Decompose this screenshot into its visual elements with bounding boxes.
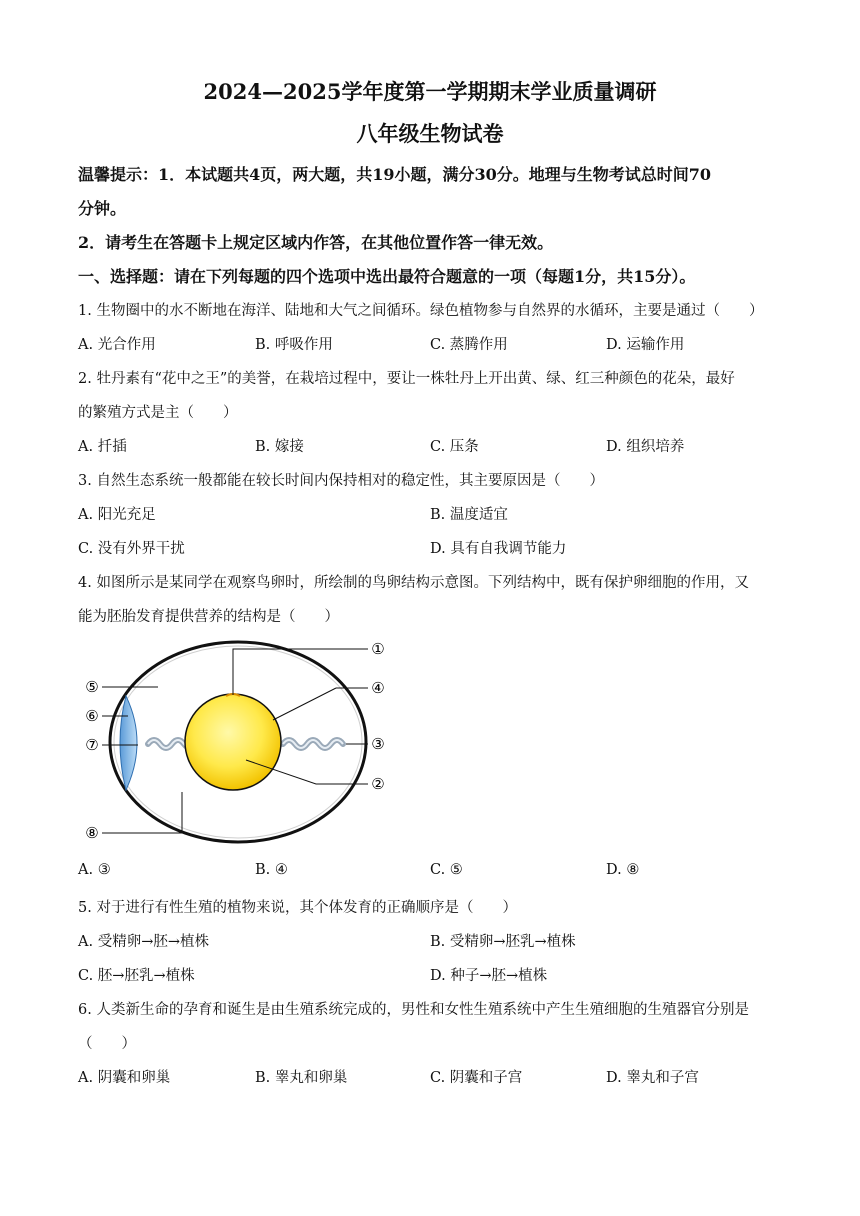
q4-option-b[interactable]: B. ④ (255, 862, 288, 878)
q5-option-b[interactable]: B. 受精卵→胚乳→植株 (430, 934, 576, 950)
label-1: ① (371, 640, 385, 658)
bird-egg-diagram (78, 632, 398, 847)
q1-option-a[interactable]: A. 光合作用 (78, 337, 156, 353)
q6-option-b[interactable]: B. 睾丸和卵巢 (255, 1070, 348, 1086)
question-3-stem: 3. 自然生态系统一般都能在较长时间内保持相对的稳定性，其主要原因是（ ） (78, 473, 604, 489)
exam-title: 2024—2025学年度第一学期期末学业质量调研 (203, 79, 657, 104)
q1-option-d[interactable]: D. 运输作用 (606, 337, 685, 353)
question-4-stem: 4. 如图所示是某同学在观察鸟卵时，所绘制的鸟卵结构示意图。下列结构中，既有保护卵细胞的作用，又 (78, 575, 749, 591)
question-6-stem: 6. 人类新生命的孕育和诞生是由生殖系统完成的，男性和女性生殖系统中产生生殖细胞的生殖器官分别是 (78, 1002, 749, 1018)
notice-line-1: 温馨提示：1．本试题共4页，两大题，共19小题，满分30分。地理与生物考试总时间70 (78, 165, 712, 184)
question-4-stem-cont: 能为胚胎发育提供营养的结构是（ ） (78, 609, 339, 625)
q2-option-b[interactable]: B. 嫁接 (255, 439, 304, 455)
q6-option-a[interactable]: A. 阴囊和卵巢 (78, 1070, 171, 1086)
q2-option-d[interactable]: D. 组织培养 (606, 439, 685, 455)
q3-option-c[interactable]: C. 没有外界干扰 (78, 541, 185, 557)
q5-option-c[interactable]: C. 胚→胚乳→植株 (78, 968, 195, 984)
label-2: ② (371, 775, 385, 793)
yolk-shape (185, 694, 281, 790)
label-5: ⑤ (85, 678, 99, 696)
section-heading: 一、选择题：请在下列每题的四个选项中选出最符合题意的一项（每题1分，共15分）。 (78, 267, 696, 286)
notice-line-2: 2．请考生在答题卡上规定区域内作答，在其他位置作答一律无效。 (78, 233, 554, 252)
q4-option-a[interactable]: A. ③ (78, 862, 111, 878)
label-3: ③ (371, 735, 385, 753)
question-5-stem: 5. 对于进行有性生殖的植物来说，其个体发育的正确顺序是（ ） (78, 900, 517, 916)
question-6-stem-cont: （ ） (78, 1036, 136, 1052)
question-2-stem: 2. 牡丹素有“花中之王”的美誉，在栽培过程中，要让一株牡丹上开出黄、绿、红三种颜色的花朵，最好 (78, 371, 735, 387)
q5-option-d[interactable]: D. 种子→胚→植株 (430, 968, 548, 984)
q6-option-c[interactable]: C. 阴囊和子宫 (430, 1070, 523, 1086)
q2-option-c[interactable]: C. 压条 (430, 439, 479, 455)
question-2-stem-cont: 的繁殖方式是主（ ） (78, 405, 238, 421)
label-4: ④ (371, 679, 385, 697)
q1-option-c[interactable]: C. 蒸腾作用 (430, 337, 508, 353)
label-6: ⑥ (85, 707, 99, 725)
q4-option-d[interactable]: D. ⑧ (606, 862, 640, 878)
q2-option-a[interactable]: A. 扦插 (78, 439, 127, 455)
q1-option-b[interactable]: B. 呼吸作用 (255, 337, 333, 353)
label-7: ⑦ (85, 736, 99, 754)
question-1-stem: 1. 生物圈中的水不断地在海洋、陆地和大气之间循环。绿色植物参与自然界的水循环，主要是通过（ ） (78, 303, 764, 319)
notice-line-1-cont: 分钟。 (78, 199, 127, 218)
q5-option-a[interactable]: A. 受精卵→胚→植株 (78, 934, 209, 950)
q4-option-c[interactable]: C. ⑤ (430, 862, 463, 878)
exam-subtitle: 八年级生物试卷 (356, 121, 504, 146)
q3-option-a[interactable]: A. 阳光充足 (78, 507, 156, 523)
q3-option-b[interactable]: B. 温度适宜 (430, 507, 508, 523)
label-8: ⑧ (85, 824, 99, 842)
q3-option-d[interactable]: D. 具有自我调节能力 (430, 541, 567, 557)
q6-option-d[interactable]: D. 睾丸和子宫 (606, 1070, 699, 1086)
